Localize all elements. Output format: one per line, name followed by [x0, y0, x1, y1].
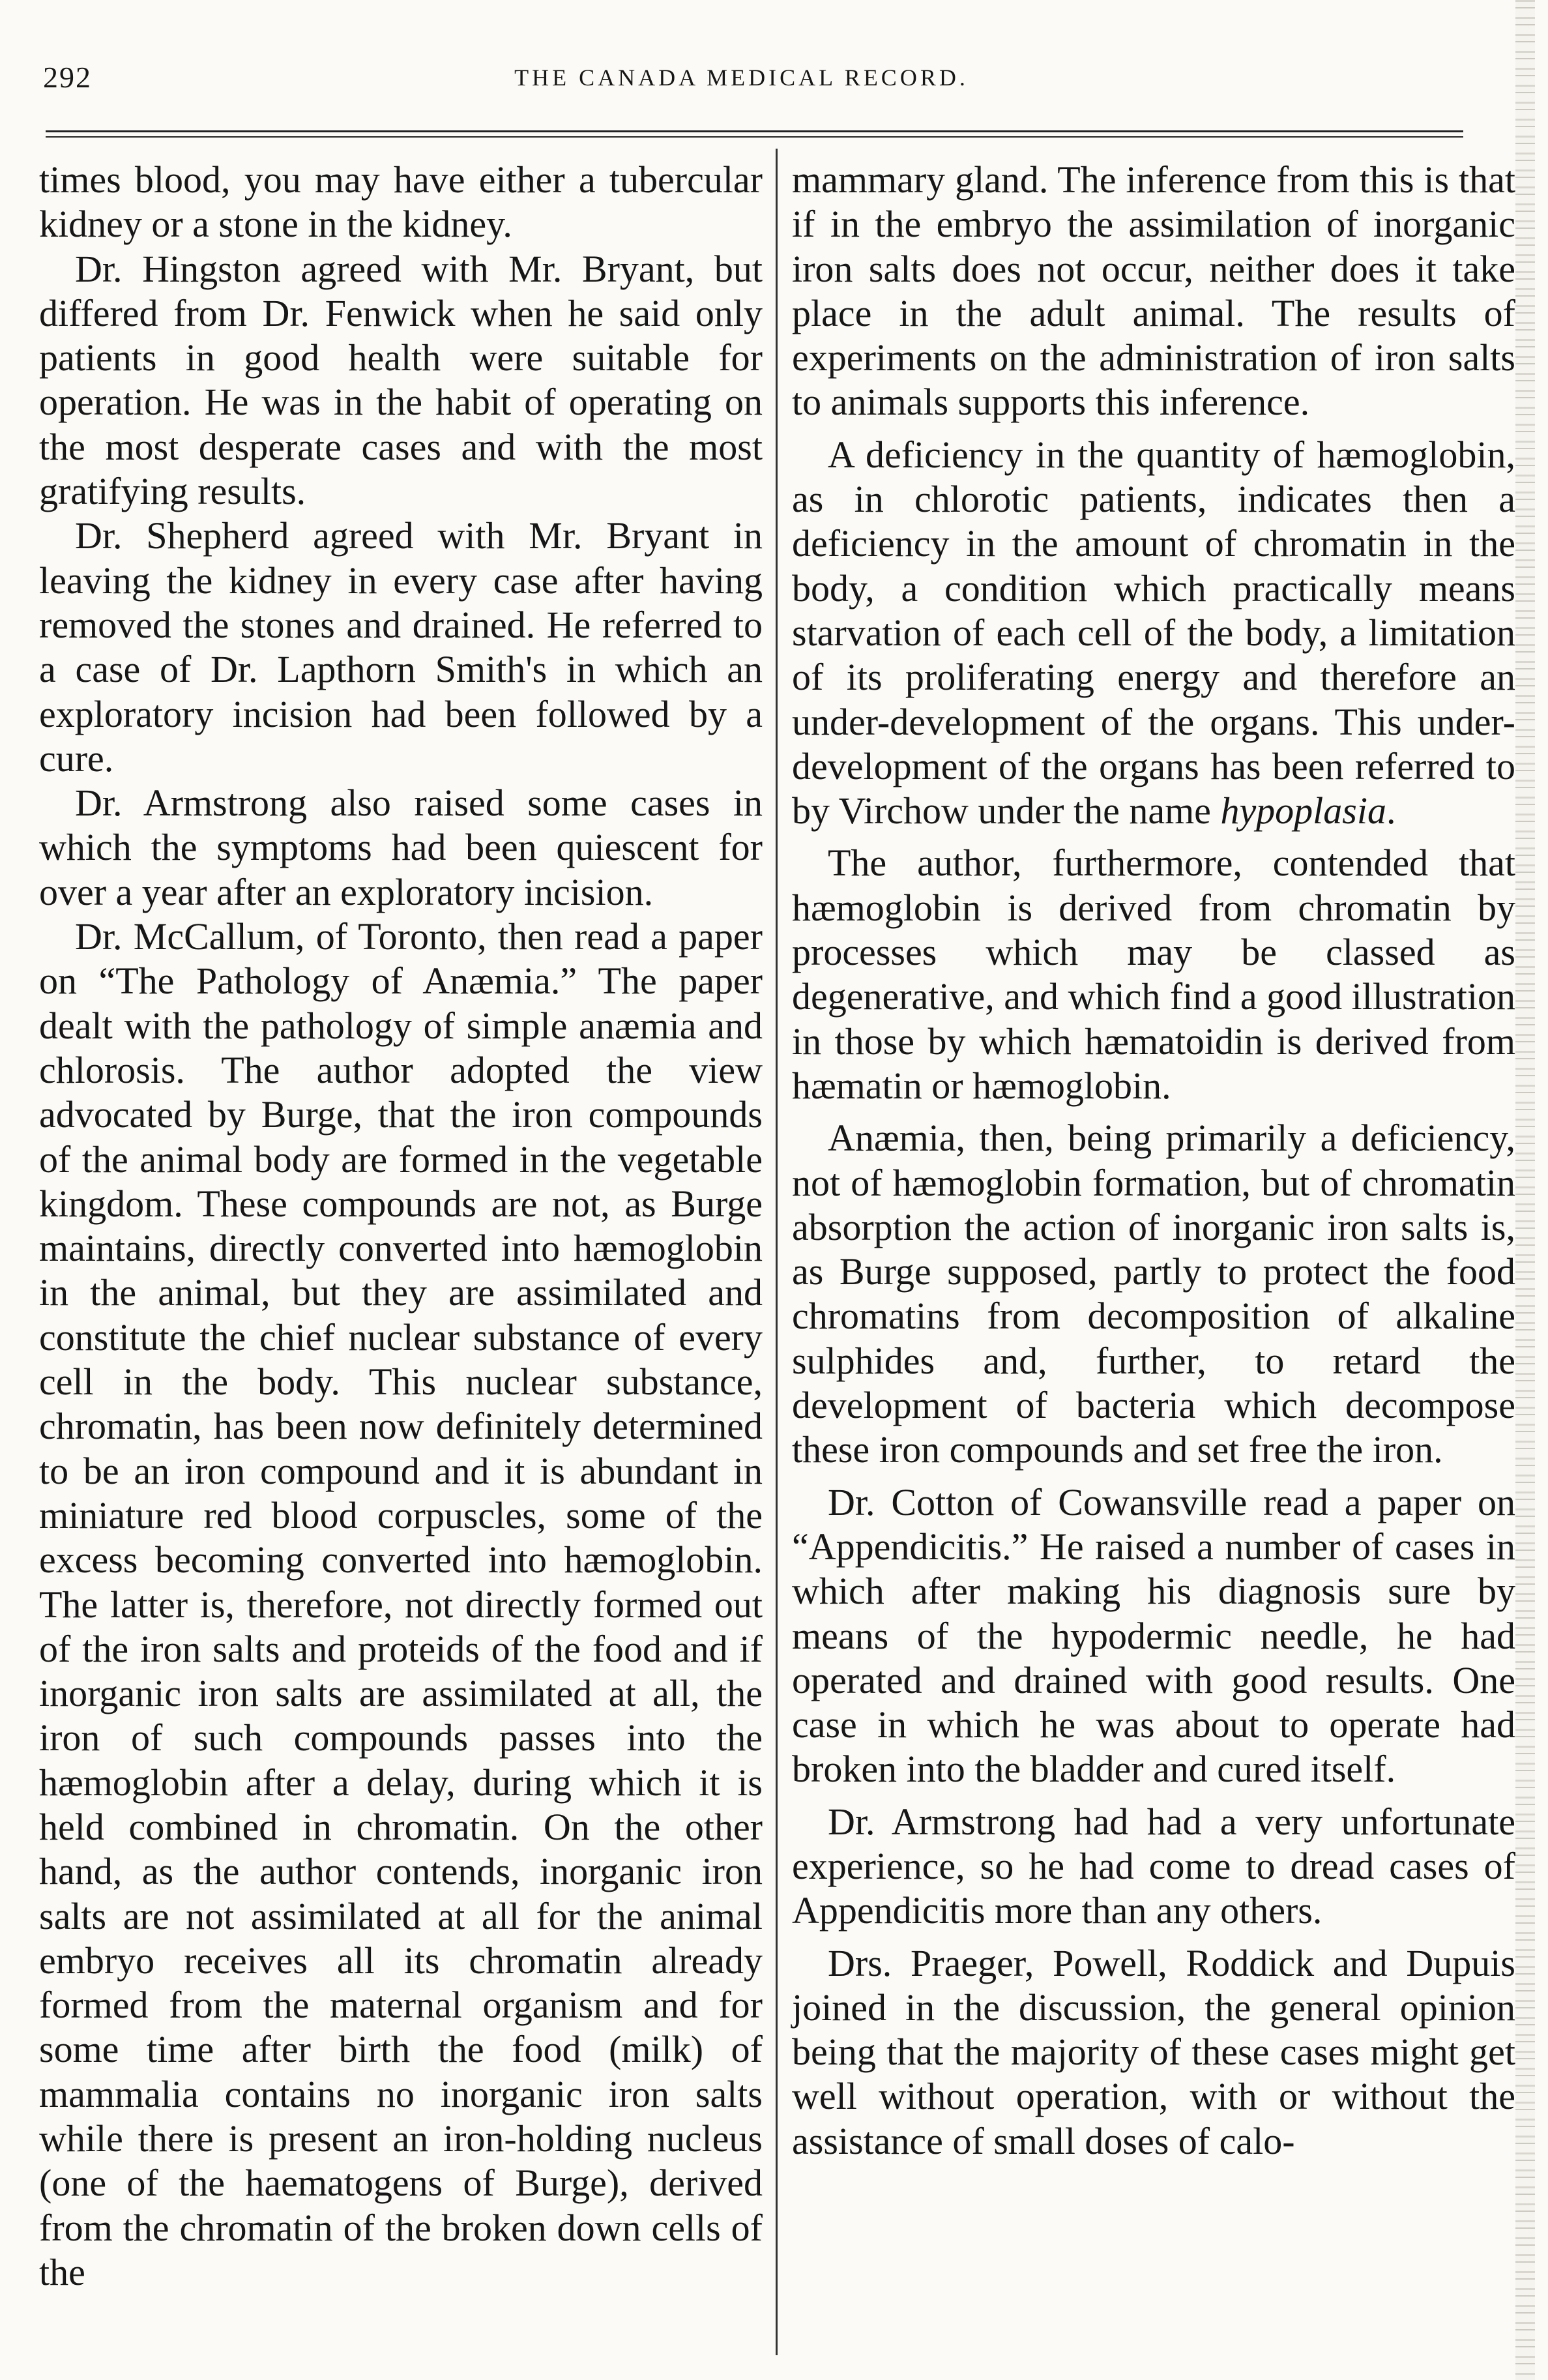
- paragraph: mammary gland. The inference from this is that if in the embryo the assimilation of inorganic iron salts does not occur, neither does it take place in the adult animal. The results of experiments on the administration of iron salts to animals supports this inference.: [792, 158, 1515, 424]
- paragraph: Dr. Shepherd agreed with Mr. Bryant in leaving the kidney in every case after having removed the stones and drained. He referred to a case of Dr. Lapthorn Smith's in which an exploratory incision had been followed by a cure.: [39, 514, 763, 780]
- page-edge-scan-artifact: [1515, 0, 1535, 2380]
- left-column: [39, 158, 763, 2295]
- paragraph: Drs. Praeger, Powell, Roddick and Dupuis joined in the discussion, the general opinion being that the majority of these cases might get well without operation, with or without the assistance of small doses of calo-: [792, 1941, 1515, 2162]
- page-header: [26, 60, 1457, 106]
- header-rule-double: [46, 136, 1463, 138]
- italic-term: hypoplasia: [1220, 789, 1386, 832]
- paragraph: Anæmia, then, being primarily a deficiency, not of hæmoglobin formation, but of chromatin absorption the action of inorganic iron salts is, as Burge supposed, partly to protect the food chromatins from decomposition of alkaline sulphides and, further, to retard the development of bacteria which decompose these iron compounds and set free the iron.: [792, 1117, 1515, 1471]
- paragraph: times blood, you may have either a tubercular kidney or a stone in the kidney.: [39, 158, 763, 246]
- right-column: [792, 158, 1515, 2164]
- page-number: 292: [43, 61, 92, 94]
- paragraph: Dr. Cotton of Cowansville read a paper on “Appendicitis.” He raised a number of cases in which after making his diagnosis sure by means of the hypodermic needle, he had operated and drained with good results. One case in which he was about to operate had broken into the bladder and cured itself.: [792, 1480, 1515, 1791]
- paragraph: Dr. Hingston agreed with Mr. Bryant, but differed from Dr. Fenwick when he said only patients in good health were suitable for operation. He was in the habit of operating on the most desperate cases and with the most gratifying results.: [39, 247, 763, 513]
- paragraph: Dr. Armstrong also raised some cases in which the symptoms had been quiescent for over a year after an exploratory incision.: [39, 782, 763, 913]
- journal-title: THE CANADA MEDICAL RECORD.: [514, 65, 969, 91]
- paragraph: A deficiency in the quantity of hæmoglobin, as in chlorotic patients, indicates then a deficiency in the amount of chromatin in the body, a condition which practically means starvation of each cell of the body, a limitation of its proliferating energy and therefore an under-development of the organs. This under-development of the organs has been referred to by Virchow under the name hypoplasia.: [792, 433, 1515, 832]
- header-rule: [46, 130, 1463, 132]
- paragraph: Dr. Armstrong had had a very unfortunate experience, so he had come to dread cases of Appendicitis more than any others.: [792, 1800, 1515, 1932]
- column-divider: [776, 149, 778, 2355]
- paragraph: The author, furthermore, contended that hæmoglobin is derived from chromatin by processes which may be classed as degenerative, and which find a good illustration in those by which hæmatoidin is derived from hæmatin or hæmoglobin.: [792, 842, 1515, 1107]
- paragraph: Dr. McCallum, of Toronto, then read a paper on “The Pathology of Anæmia.” The paper dealt with the pathology of simple anæmia and chlorosis. The author adopted the view advocated by Burge, that the iron compounds of the animal body are formed in the vegetable kingdom. These compounds are not, as Burge maintains, directly converted into hæmoglobin in the animal, but they are assimilated and constitute the chief nuclear substance of every cell in the body. This nuclear substance, chromatin, has been now definitely determined to be an iron compound and it is abundant in miniature red blood corpuscles, some of the excess becoming converted into hæmoglobin. The latter is, therefore, not directly formed out of the iron salts and proteids of the food and if inorganic iron salts are assimilated at all, the iron of such compounds passes into the hæmoglobin after a delay, during which it is held combined in chromatin. On the other hand, as the author contends, inorganic iron salts are not assimilated at all for the animal embryo receives all its chromatin already formed from the maternal organism and for some time after birth the food (milk) of mammalia contains no inorganic iron salts while there is present an iron-holding nucleus (one of the haematogens of Burge), derived from the chromatin of the broken down cells of the: [39, 915, 763, 2293]
